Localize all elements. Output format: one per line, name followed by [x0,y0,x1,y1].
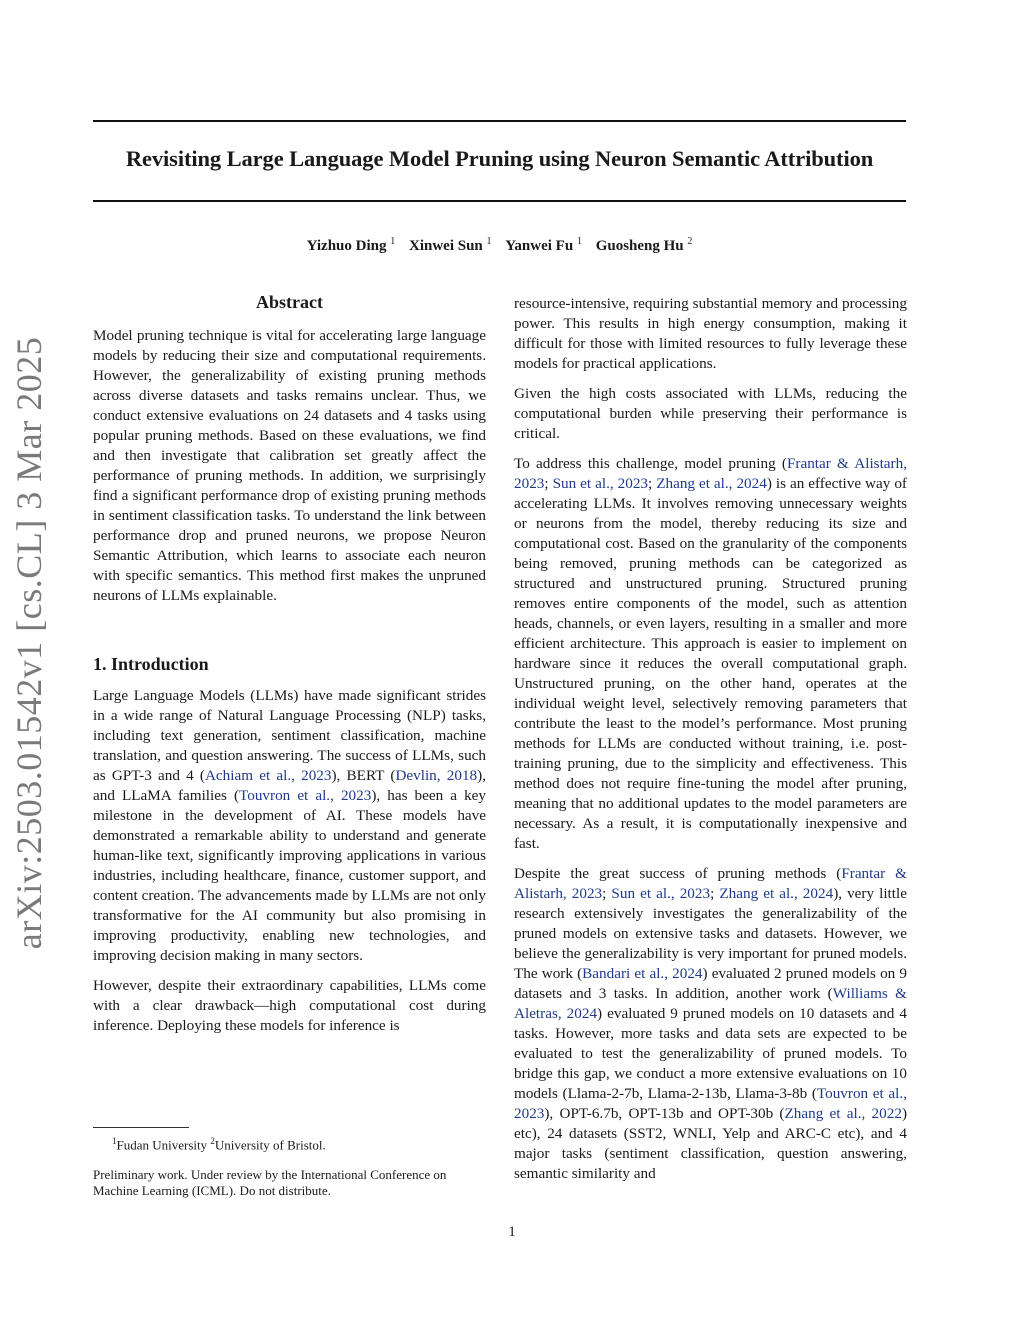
affiliation-footnote: $^1$Fudan University $^2$University of Bristol. [112,1136,326,1153]
introduction-body [93,686,486,1036]
citation-link[interactable]: Williams & Aletras, 2024 [514,985,907,1022]
citation-link[interactable]: Devlin, 2018 [395,767,478,784]
author: Yizhuo Ding $^1$ [306,236,396,254]
author: Guosheng Hu $^2$ [595,236,693,254]
abstract-heading: Abstract [256,292,323,312]
right-paragraph-2: Given the high costs associated with LLMs, reducing the computational burden while preserving their performance is critical. [514,385,907,442]
title-bottom-rule [93,200,906,202]
footnote-rule [93,1127,189,1128]
author: Xinwei Sun $^1$ [408,236,492,254]
citation-link[interactable]: Zhang et al., 2022 [784,1105,902,1122]
author-list [93,236,906,255]
right-paragraph-1: resource-intensive, requiring substantial memory and processing power. This results in high energy consumption, making it difficult for those with limited resources to fully leverage these models for practical applications. [514,295,907,372]
citation-link[interactable]: Touvron et al., 2023 [514,1085,907,1122]
right-column [514,294,907,1184]
intro-paragraph-2: However, despite their extraordinary capabilities, LLMs come with a clear drawback—high computational cost during inference. Deploying these models for inference is [93,977,486,1034]
intro-paragraph-1: Large Language Models (LLMs) have made significant strides in a wide range of Natural Language Processing (NLP) tasks, including text generation, sentiment classification, machine translation, and question answering. The success of LLMs, such as GPT-3 and 4 (Achiam et al., 2023), BERT (Devlin, 2018), and LLaMA families (Touvron et al., 2023), has been a key milestone in the development of AI. These models have demonstrated a remarkable ability to understand and generate human-like text, significantly improving applications in various industries, including healthcare, finance, customer support, and content creation. The advancements made by LLMs are not only transformative for the AI community but also promising in improving productivity, enabling new technologies, and improving decision making in many sectors. [93,687,486,964]
section-heading-introduction: 1. Introduction [93,654,209,674]
author: Yanwei Fu $^1$ [505,236,582,254]
page-number: 1 [508,1224,516,1240]
citation-link[interactable]: Sun et al., 2023 [552,475,649,492]
right-paragraph-4: Despite the great success of pruning methods (Frantar & Alistarh, 2023; Sun et al., 2023; Zhang et al., 2024), very little research extensively investigates the generalizability of the pruned models on extensive tasks and datasets. However, we believe the generalizability is very important for pruned models. The work (Bandari et al., 2024) evaluated 2 pruned models on 9 datasets and 3 tasks. In addition, another work (Williams & Aletras, 2024) evaluated 9 pruned models on 10 datasets and 4 tasks. However, more tasks and data sets are expected to be evaluated to test the generalizability of pruned models. To bridge this gap, we conduct a more extensive evaluations on 10 models (Llama-2-7b, Llama-2-13b, Llama-3-8b (Touvron et al., 2023), OPT-6.7b, OPT-13b and OPT-30b (Zhang et al., 2022) etc), 24 datasets (SST2, WNLI, Yelp and ARC-C etc), and 4 major tasks (sentiment classification, question answering, semantic similarity and [514,865,907,1182]
citation-link[interactable]: Touvron et al., 2023 [239,787,372,804]
arxiv-identifier-text: arXiv:2503.01542v1 [cs.CL] 3 Mar 2025 [9,336,49,950]
review-notice: Preliminary work. Under review by the International Conference on Machine Learning (ICML). Do not distribute. [93,1167,447,1198]
left-column [93,292,486,1036]
right-paragraph-3: To address this challenge, model pruning (Frantar & Alistarh, 2023; Sun et al., 2023; Zhang et al., 2024) is an effective way of accelerating LLMs. It involves removing unnecessary weights or neurons from the model, thereby reducing its size and computational cost. Based on the granularity of the components being removed, pruning methods can be categorized as structured and unstructured pruning. Structured pruning removes entire components of the model, such as attention heads, channels, or even layers, resulting in a smaller and more efficient architecture. This approach is easier to implement on hardware since it reduces the overall computational graph. Unstructured pruning, on the other hand, operates at the individual weight level, selectively removing parameters that contribute the least to the model’s performance. Most pruning methods for LLMs are conducted without training, i.e. post-training pruning, due to the simplicity and effectiveness. This method does not require fine-tuning the model after pruning, meaning that no additional updates to the model parameters are necessary. As a result, it is computationally inexpensive and fast. [514,455,907,852]
citation-link[interactable]: Achiam et al., 2023 [204,767,332,784]
citation-link[interactable]: Frantar & Alistarh, 2023 [514,865,907,902]
citation-link[interactable]: Zhang et al., 2024 [656,475,767,492]
paper-title: Revisiting Large Language Model Pruning using Neuron Semantic Attribution [125,146,874,171]
citation-link[interactable]: Sun et al., 2023 [611,885,711,902]
abstract-text: Model pruning technique is vital for accelerating large language models by reducing their size and computational requirements. However, the generalizability of existing pruning methods across diverse datasets and tasks remains unclear. Thus, we conduct extensive evaluations on 24 datasets and 4 tasks using popular pruning methods. Based on these evaluations, we find and then investigate that calibration set greatly affect the performance of pruning methods. In addition, we surprisingly find a significant performance drop of existing pruning methods in sentiment classification tasks. To understand the link between performance drop and pruned neurons, we propose Neuron Semantic Attribution, which learns to associate each neuron with specific semantics. This method first makes the unpruned neurons of LLMs explainable. [93,327,486,604]
citation-link[interactable]: Zhang et al., 2024 [719,885,834,902]
citation-link[interactable]: Frantar & Alistarh, 2023 [514,455,907,492]
title-top-rule [93,120,906,122]
citation-link[interactable]: Bandari et al., 2024 [582,965,703,982]
